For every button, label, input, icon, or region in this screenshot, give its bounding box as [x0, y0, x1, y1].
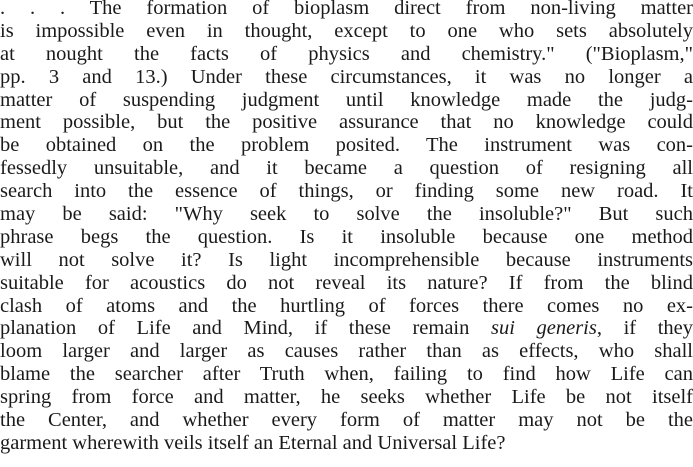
text-line-19: the Center, and whether every form of matter may not be the	[0, 409, 693, 432]
text-line-4: pp. 3 and 13.) Under these circumstances, it was no longer a	[0, 65, 693, 88]
text-line-15-end: , if they	[596, 317, 693, 340]
text-line-13: suitable for acoustics do not reveal its nature? If from the blind	[0, 271, 693, 294]
text-line-9: search into the essence of things, or finding some new road. It	[0, 180, 693, 203]
text-line-7: be obtained on the problem posited. The instrument was con-	[0, 134, 693, 157]
text-line-15-start: planation of Life and Mind, if these remain	[0, 317, 491, 340]
text-line-2: is impossible even in thought, except to one who sets absolutely	[0, 19, 693, 42]
text-line-11: phrase begs the question. Is it insoluble because one method	[0, 225, 693, 248]
text-line-8: fessedly unsuitable, and it became a question of resigning all	[0, 157, 693, 180]
italic-phrase: sui generis	[490, 317, 597, 340]
text-line-15	[0, 317, 693, 340]
text-line-18: spring from force and matter, he seeks whether Life be not itself	[0, 386, 693, 409]
text-line-6: ment possible, but the positive assurance that no knowledge could	[0, 111, 693, 134]
text-line-20: garment wherewith veils itself an Eternal and Universal Life?	[0, 431, 506, 454]
text-line-3: at nought the facts of physics and chemistry." ("Bioplasm,"	[0, 42, 693, 65]
text-line-1: . . . The formation of bioplasm direct from non-living matter	[0, 0, 693, 19]
text-line-10: may be said: "Why seek to solve the insoluble?" But such	[0, 203, 693, 226]
text-line-5: matter of suspending judgment until knowledge made the judg-	[0, 88, 693, 111]
text-line-12: will not solve it? Is light incomprehensible because instruments	[0, 248, 693, 271]
text-line-14: clash of atoms and the hurtling of forces there comes no ex-	[0, 294, 693, 317]
text-line-17: blame the searcher after Truth when, failing to find how Life can	[0, 363, 693, 386]
text-line-16: loom larger and larger as causes rather than as effects, who shall	[0, 340, 693, 363]
